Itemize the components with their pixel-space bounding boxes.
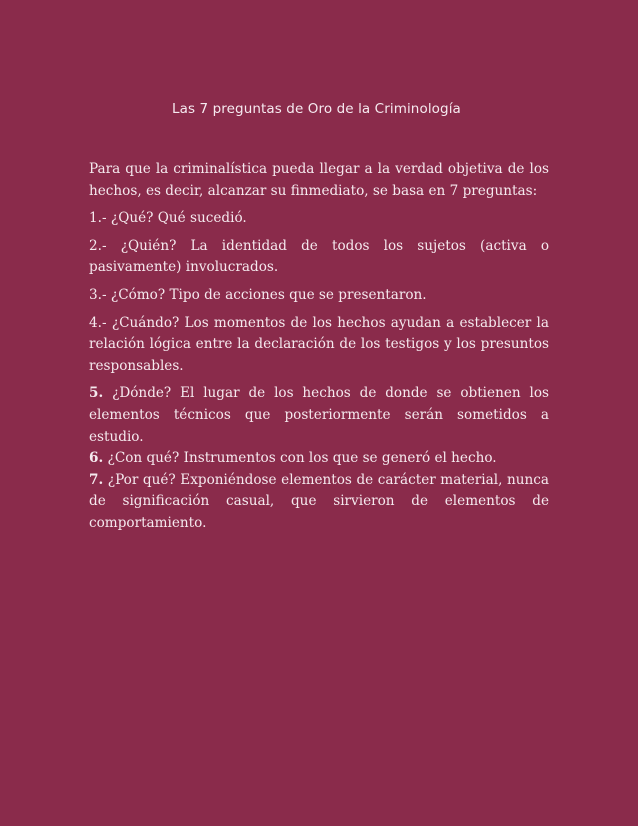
question-number: 4.- <box>89 314 107 331</box>
question-number: 1.- <box>89 210 107 227</box>
question-7 <box>89 470 549 535</box>
question-2 <box>89 236 549 279</box>
question-5 <box>89 383 549 448</box>
document-body <box>89 159 549 535</box>
question-text: ¿Cómo? Tipo de acciones que se presentaron. <box>110 286 427 303</box>
question-4 <box>89 313 549 378</box>
question-text: ¿Quién? La identidad de todos los sujetos (activa o pasivamente) involucrados. <box>89 237 549 276</box>
intro-paragraph: Para que la criminalística pueda llegar a la verdad objetiva de los hechos, es decir, alcanzar su finmediato, se basa en 7 preguntas: <box>89 161 549 199</box>
question-number: 3.- <box>89 286 107 303</box>
question-1 <box>89 208 549 230</box>
question-text: ¿Cuándo? Los momentos de los hechos ayudan a establecer la relación lógica entre la declaración de los testigos y los presuntos responsables. <box>89 314 549 374</box>
question-number: 6. <box>89 450 104 467</box>
question-text: ¿Qué? Qué sucedió. <box>110 210 247 227</box>
question-text: ¿Dónde? El lugar de los hechos de donde se obtienen los elementos técnicos que posteriormente serán sometidos a estudio. <box>89 385 549 445</box>
question-number: 5. <box>89 385 104 402</box>
question-number: 2.- <box>89 237 107 254</box>
question-text: ¿Con qué? Instrumentos con los que se generó el hecho. <box>107 450 497 467</box>
question-number: 7. <box>89 471 104 488</box>
question-3 <box>89 285 549 307</box>
question-text: ¿Por qué? Exponiéndose elementos de carácter material, nunca de significación casual, que sirvieron de elementos de comportamiento. <box>89 471 549 531</box>
document-title: Las 7 preguntas de Oro de la Criminología <box>172 101 461 117</box>
question-6 <box>89 448 549 470</box>
